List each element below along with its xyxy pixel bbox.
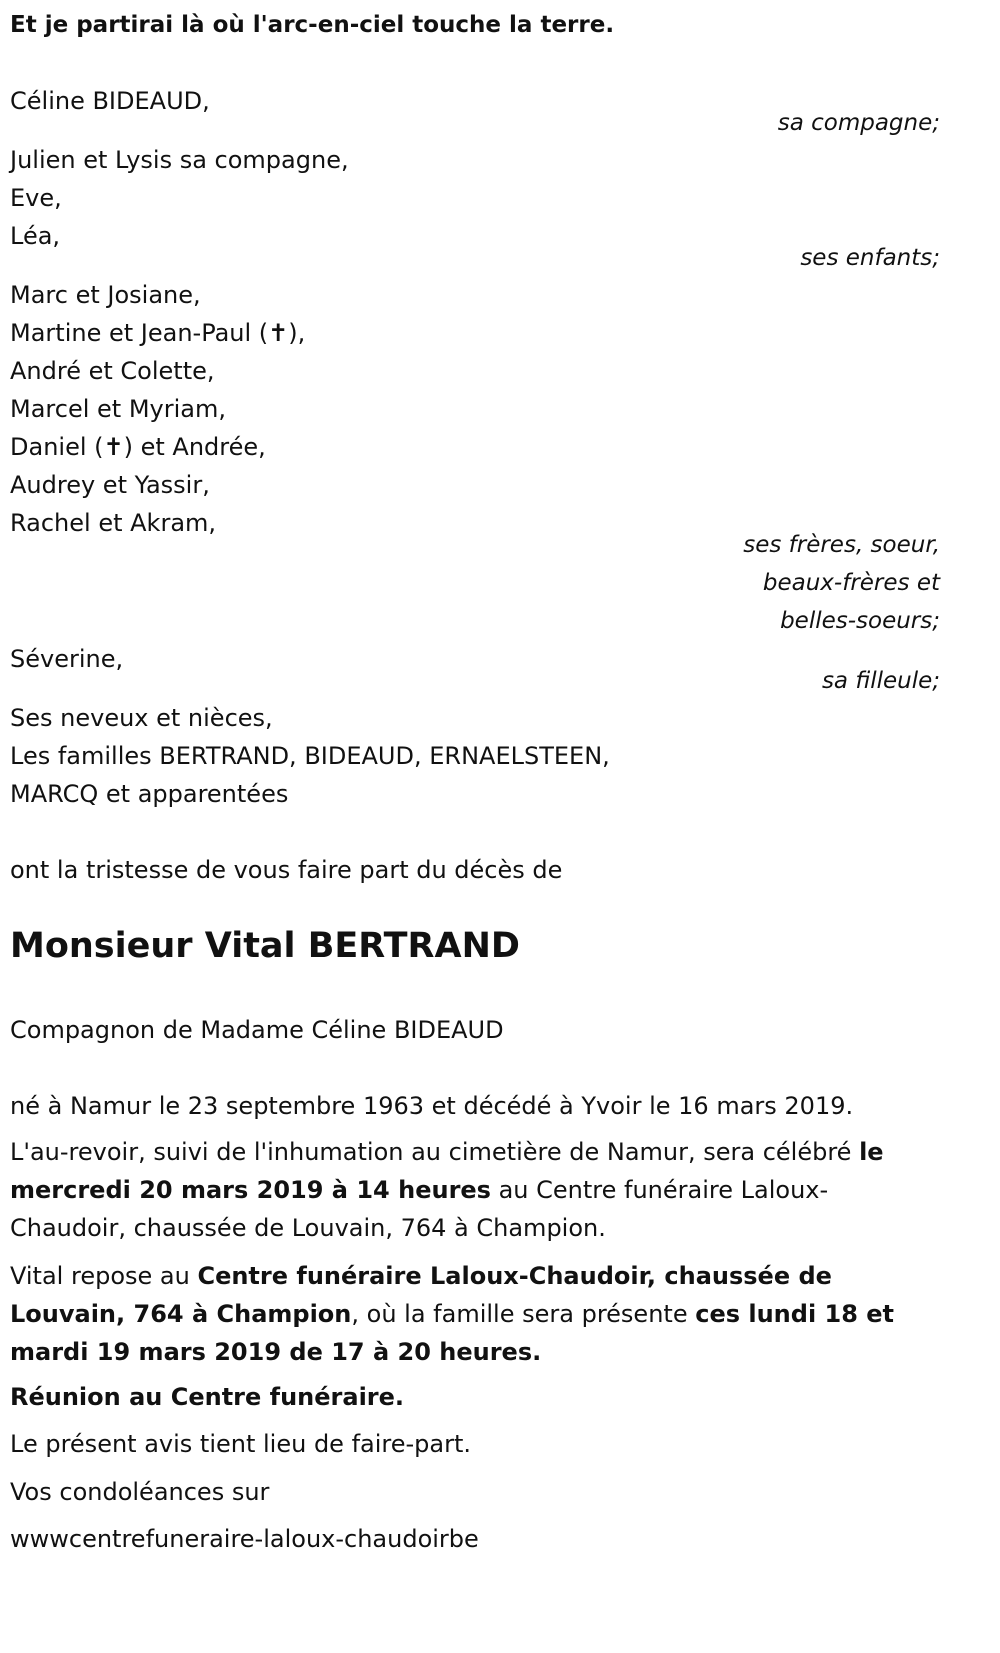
relatives-line: Les familles BERTRAND, BIDEAUD, ERNAELSTEEN, xyxy=(10,742,610,770)
relation: Compagnon de Madame Céline BIDEAUD xyxy=(10,1016,504,1044)
ceremony-place: au Centre funéraire Laloux-Chaudoir, chaussée de Louvain, 764 à Champion. xyxy=(10,1176,829,1242)
ceremony-text: L'au-revoir, suivi de l'inhumation au cimetière de Namur, sera célébré xyxy=(10,1138,860,1166)
ceremony-date: le mercredi 20 mars 2019 à 14 heures xyxy=(10,1138,884,1204)
sibling-line: Daniel (✝) et Andrée, xyxy=(10,433,266,461)
goddaughter-role: sa filleule; xyxy=(821,668,940,694)
condolences-label: Vos condoléances sur xyxy=(10,1478,270,1506)
reunion: Réunion au Centre funéraire. xyxy=(10,1383,405,1411)
sibling-line: Rachel et Akram, xyxy=(10,509,217,537)
visitation-place: Centre funéraire Laloux-Chaudoir, chaussée de Louvain, 764 à Champion xyxy=(10,1262,832,1328)
visitation-text: Vital repose au xyxy=(10,1262,198,1290)
siblings-role-line: belles-soeurs; xyxy=(780,608,940,634)
sibling-line: André et Colette, xyxy=(10,357,215,385)
child-line: Léa, xyxy=(10,222,61,250)
visitation-paragraph xyxy=(10,1257,942,1371)
ceremony-paragraph xyxy=(10,1133,942,1247)
motto: Et je partirai là où l'arc-en-ciel touche la terre. xyxy=(10,12,615,38)
children-role: ses enfants; xyxy=(800,245,940,271)
goddaughter-name: Séverine, xyxy=(10,645,124,673)
condolences-website: wwwcentrefuneraire-laloux-chaudoirbe xyxy=(10,1525,479,1553)
siblings-role-line: beaux-frères et xyxy=(762,570,940,596)
siblings-role-line: ses frères, soeur, xyxy=(743,532,940,558)
partner-role: sa compagne; xyxy=(777,110,940,136)
relatives-line: MARCQ et apparentées xyxy=(10,780,289,808)
child-line: Eve, xyxy=(10,184,62,212)
birth-death-dates: né à Namur le 23 septembre 1963 et décédé à Yvoir le 16 mars 2019. xyxy=(10,1092,854,1120)
deceased-name: Monsieur Vital BERTRAND xyxy=(10,926,520,966)
visitation-dates: ces lundi 18 et mardi 19 mars 2019 de 17 à 20 heures. xyxy=(10,1300,895,1366)
sibling-line: Marcel et Myriam, xyxy=(10,395,226,423)
partner-name: Céline BIDEAUD, xyxy=(10,87,210,115)
notice: Le présent avis tient lieu de faire-part. xyxy=(10,1430,472,1458)
announcement: ont la tristesse de vous faire part du décès de xyxy=(10,856,563,884)
sibling-line: Martine et Jean-Paul (✝), xyxy=(10,319,306,347)
sibling-line: Marc et Josiane, xyxy=(10,281,201,309)
sibling-line: Audrey et Yassir, xyxy=(10,471,210,499)
visitation-text: , où la famille sera présente xyxy=(351,1300,696,1328)
relatives-line: Ses neveux et nièces, xyxy=(10,704,273,732)
child-line: Julien et Lysis sa compagne, xyxy=(10,146,349,174)
